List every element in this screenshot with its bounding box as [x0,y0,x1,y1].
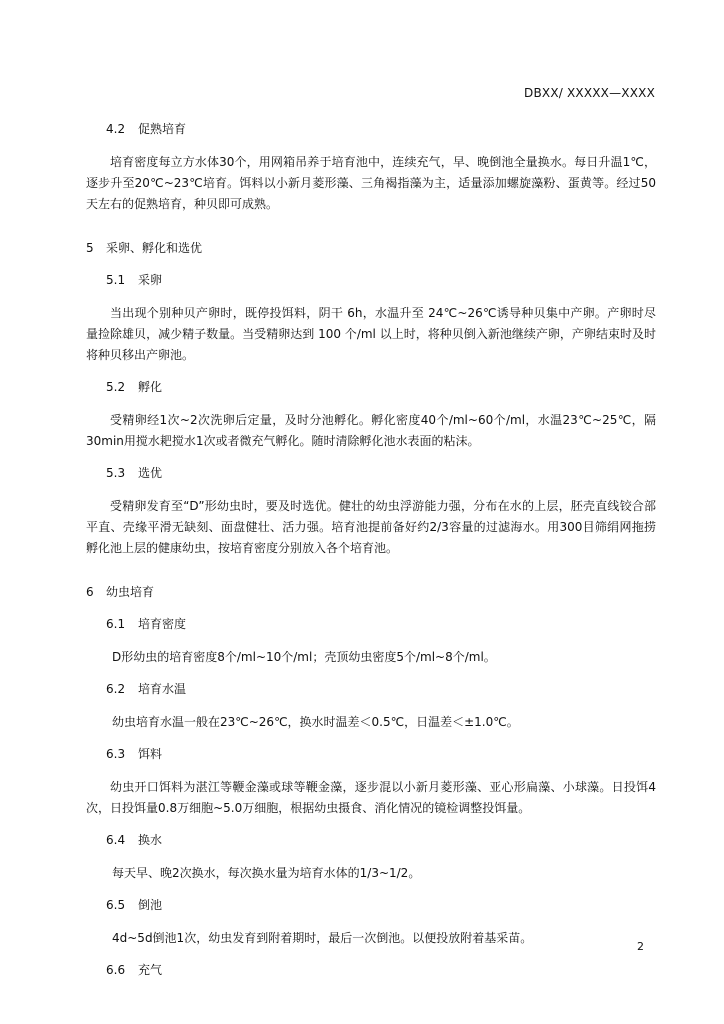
heading-title: 充气 [138,963,163,977]
heading-title: 采卵、孵化和选优 [106,241,203,255]
heading-title: 采卵 [138,273,163,287]
heading-title: 换水 [138,833,163,847]
heading-6-6 [106,961,656,979]
heading-5 [86,239,656,257]
heading-number: 6.2 [106,682,126,696]
heading-number: 6.4 [106,833,126,847]
heading-number: 6.5 [106,898,126,912]
page-number: 2 [637,940,644,953]
heading-title: 选优 [138,466,163,480]
heading-number: 5 [86,241,94,255]
heading-title: 幼虫培育 [106,585,155,599]
heading-number: 5.1 [106,273,126,287]
paragraph-4-2: 培育密度每立方水体30个，用网箱吊养于培育池中，连续充气，早、晚倒池全量换水。每日升温1℃，逐步升至20℃~23℃培育。饵料以小新月菱形藻、三角褐指藻为主，适量添加螺旋藻粉、蛋黄等。经过50天左右的促熟培育，种贝即可成熟。 [86,155,656,211]
heading-number: 6 [86,585,94,599]
paragraph-5-2: 受精卵经1次~2次洗卵后定量，及时分池孵化。孵化密度40个/ml~60个/ml，水温23℃~25℃，隔30min用搅水耙搅水1次或者微充气孵化。随时清除孵化池水表面的粘沫。 [86,413,656,448]
heading-number: 6.1 [106,617,126,631]
paragraph-6-4: 每天早、晚2次换水，每次换水量为培育水体的1/3~1/2。 [112,866,421,880]
heading-6-4 [106,831,656,849]
heading-6-1 [106,615,656,633]
paragraph-6-3: 幼虫开口饵料为湛江等鞭金藻或球等鞭金藻，逐步混以小新月菱形藻、亚心形扁藻、小球藻。日投饵4次，日投饵量0.8万细胞~5.0万细胞，根据幼虫摄食、消化情况的镜检调整投饵量。 [86,780,656,815]
heading-title: 孵化 [138,380,163,394]
heading-number: 5.3 [106,466,126,480]
paragraph-6-2: 幼虫培育水温一般在23℃~26℃，换水时温差＜0.5℃，日温差＜±1.0℃。 [112,715,519,729]
heading-6 [86,583,656,601]
heading-title: 培育水温 [138,682,187,696]
heading-6-3 [106,745,656,763]
heading-title: 培育密度 [138,617,187,631]
paragraph-6-1: D形幼虫的培育密度8个/ml~10个/ml；壳顶幼虫密度5个/ml~8个/ml。 [112,650,496,664]
heading-number: 6.3 [106,747,126,761]
paragraph-6-5: 4d~5d倒池1次，幼虫发育到附着期时，最后一次倒池。以便投放附着基采苗。 [112,931,533,945]
heading-number: 4.2 [106,122,126,136]
heading-5-3 [106,464,656,482]
heading-6-5 [106,896,656,914]
heading-6-2 [106,680,656,698]
heading-5-1 [106,271,656,289]
document-body [86,120,656,993]
heading-title: 促熟培育 [138,122,187,136]
paragraph-5-3: 受精卵发育至“D”形幼虫时，要及时选优。健壮的幼虫浮游能力强，分布在水的上层，胚壳直线铰合部平直、壳缘平滑无缺刻、面盘健壮、活力强。培育池提前备好约2/3容量的过滤海水。用300目筛绢网拖捞孵化池上层的健康幼虫，按培育密度分别放入各个培育池。 [86,499,656,555]
heading-title: 饵料 [138,747,163,761]
heading-title: 倒池 [138,898,163,912]
heading-number: 6.6 [106,963,126,977]
heading-5-2 [106,378,656,396]
document-code: DBXX/ XXXXX—XXXX [524,86,655,100]
heading-4-2 [106,120,656,138]
heading-number: 5.2 [106,380,126,394]
paragraph-5-1: 当出现个别种贝产卵时，既停投饵料，阴干 6h，水温升至 24℃~26℃诱导种贝集中产卵。产卵时尽量捡除雄贝，减少精子数量。当受精卵达到 100 个/ml 以上时，将种贝倒入新池继续产卵，产卵结束时及时将种贝移出产卵池。 [86,306,656,362]
